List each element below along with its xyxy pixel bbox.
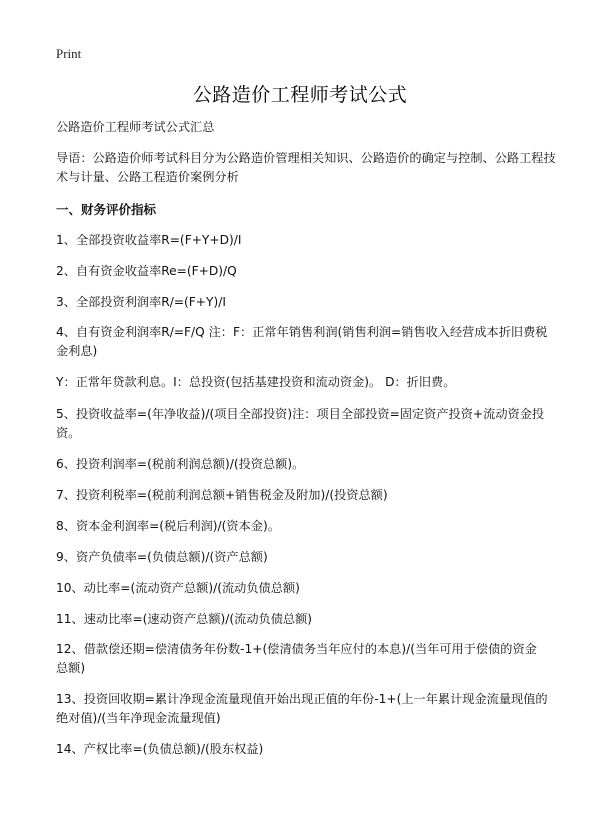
print-label: Print [56, 46, 82, 61]
intro-paragraph: 导语：公路造价师考试科目分为公路造价管理相关知识、公路造价的确定与控制、公路工程技术与计量、公路工程造价案例分析 [56, 151, 556, 184]
formula-item: 13、投资回收期=累计净现金流量现值开始出现正值的年份-1+(上一年累计现金流量现值的绝对值)/(当年净现金流量现值) [56, 692, 548, 725]
formula-item: 11、速动比率=(速动资产总额)/(流动负债总额) [56, 612, 313, 626]
document-subtitle: 公路造价工程师考试公式汇总 [56, 120, 215, 134]
section-heading: 一、财务评价指标 [56, 202, 157, 217]
formula-item: 4、自有资金利润率R/=F/Q 注：F：正常年销售利润(销售利润=销售收入经营成本折旧费税金利息) [56, 325, 548, 358]
formula-item: 9、资产负债率=(负债总额)/(资产总额) [56, 550, 268, 564]
document-title: 公路造价工程师考试公式 [192, 84, 408, 106]
formula-item: 2、自有资金收益率Re=(F+D)/Q [56, 264, 237, 278]
formula-item: 6、投资利润率=(税前利润总额)/(投资总额)。 [56, 457, 305, 471]
formula-item: 10、动比率=(流动资产总额)/(流动负债总额) [56, 581, 300, 595]
formula-item: Y：正常年贷款利息。I：总投资(包括基建投资和流动资金)。 D：折旧费。 [56, 375, 456, 389]
formula-item: 7、投资利税率=(税前利润总额+销售税金及附加)/(投资总额) [56, 488, 388, 502]
formula-item: 5、投资收益率=(年净收益)/(项目全部投资)注：项目全部投资=固定资产投资+流动资金投资。 [56, 407, 545, 440]
formula-item: 1、全部投资收益率R=(F+Y+D)/I [56, 233, 242, 247]
formula-item: 3、全部投资利润率R/=(F+Y)/I [56, 295, 226, 309]
formula-item: 8、资本金利润率=(税后利润)/(资本金)。 [56, 519, 280, 533]
formula-item: 12、借款偿还期=偿清债务年份数-1+(偿清债务当年应付的本息)/(当年可用于偿债的资金总额) [56, 642, 537, 675]
formula-item: 14、产权比率=(负债总额)/(股东权益) [56, 742, 264, 756]
